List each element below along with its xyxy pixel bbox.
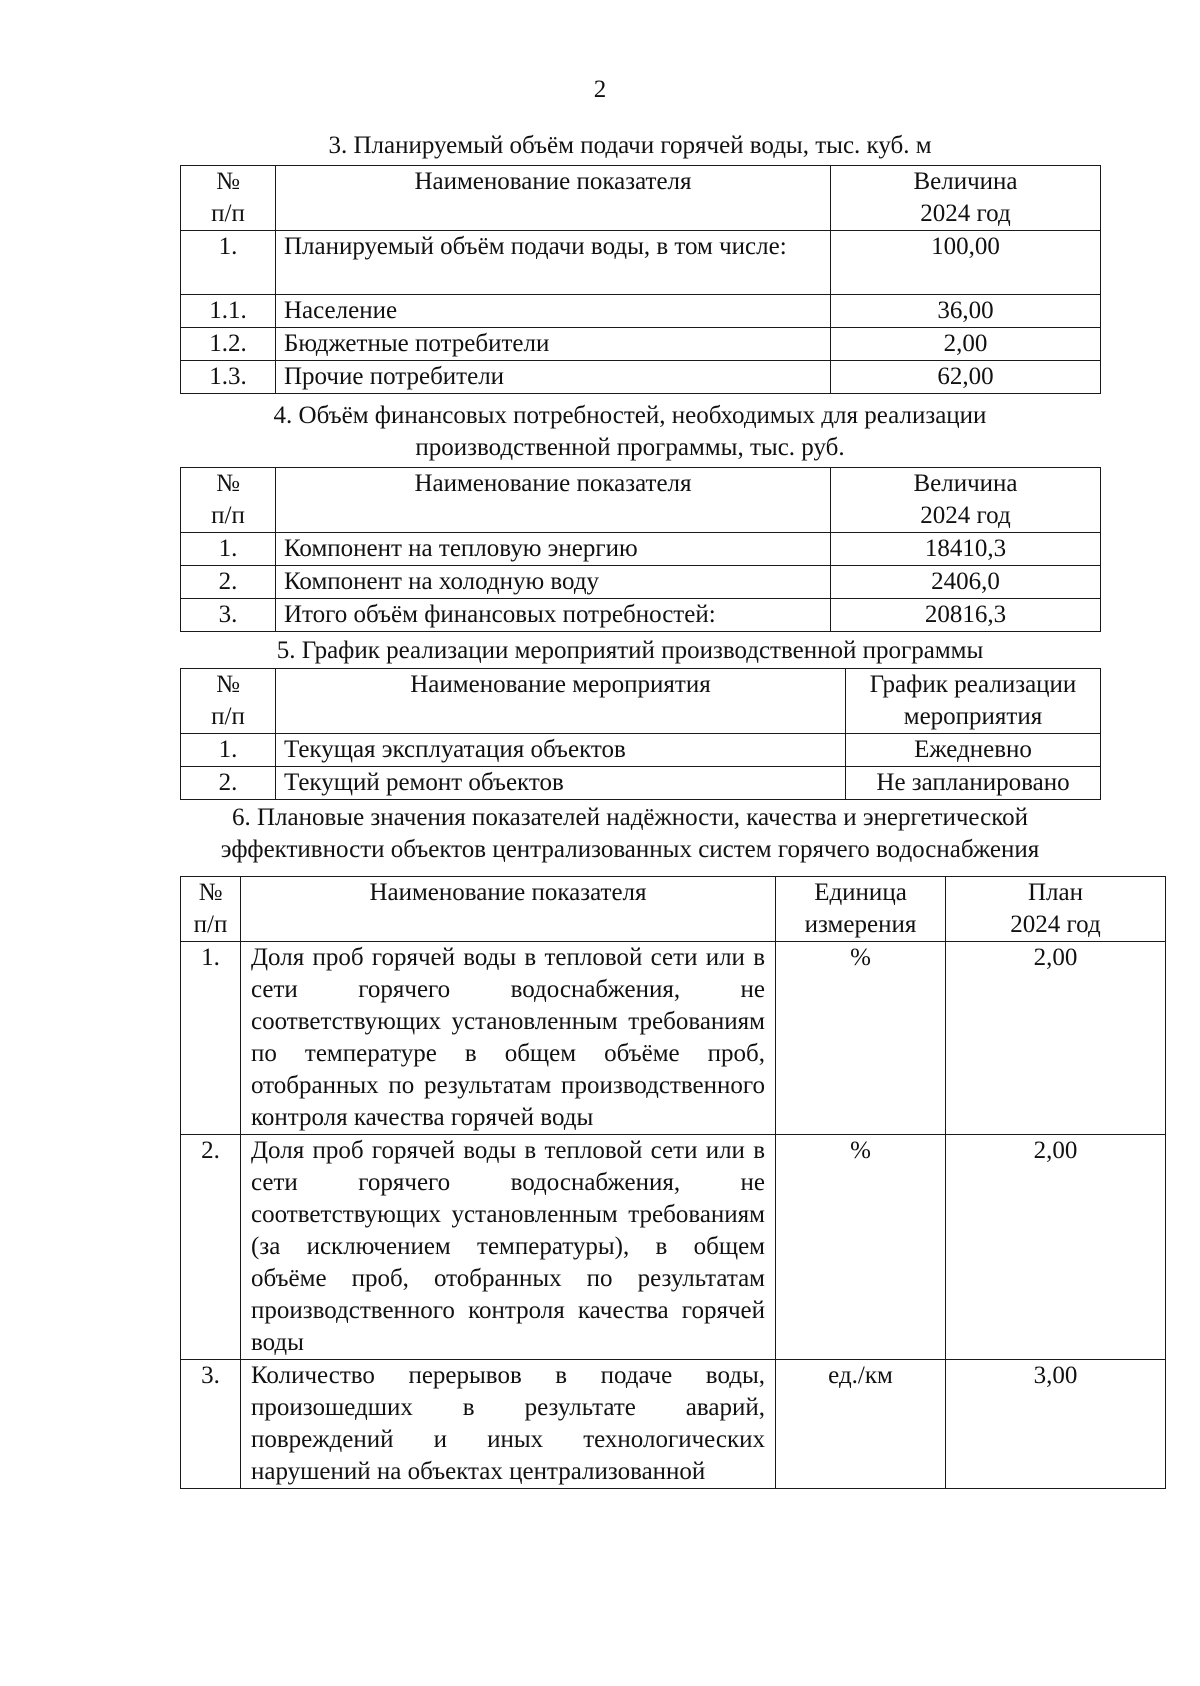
table-row xyxy=(181,599,1101,632)
row-value: 2406,0 xyxy=(831,566,1101,599)
row-num: 2. xyxy=(181,566,276,599)
page-number: 2 xyxy=(593,76,607,103)
row-value: 18410,3 xyxy=(831,533,1101,566)
row-value: Ежедневно xyxy=(846,734,1101,767)
row-num: 1.3. xyxy=(181,361,276,394)
row-num: 1. xyxy=(181,533,276,566)
row-unit: % xyxy=(776,1135,946,1360)
section-5-table xyxy=(180,668,1101,800)
row-value: 100,00 xyxy=(831,231,1101,295)
header-num: № п/п xyxy=(181,877,241,942)
table-row xyxy=(181,566,1101,599)
table-row xyxy=(181,1360,1166,1489)
header-name: Наименование мероприятия xyxy=(276,669,846,734)
table-row xyxy=(181,734,1101,767)
row-value: 62,00 xyxy=(831,361,1101,394)
table-row xyxy=(181,328,1101,361)
row-unit: % xyxy=(776,942,946,1135)
section-6-title: 6. Плановые значения показателей надёжности, качества и энергетической эффективности объектов централизованных систем горячего водоснабжения xyxy=(220,804,1040,863)
table-header-row xyxy=(181,468,1101,533)
header-num: № п/п xyxy=(181,166,276,231)
row-num: 3. xyxy=(181,1360,241,1489)
row-num: 1. xyxy=(181,231,276,295)
section-4-table xyxy=(180,467,1101,632)
row-name: Текущий ремонт объектов xyxy=(276,767,846,800)
header-num: № п/п xyxy=(181,669,276,734)
row-num: 1. xyxy=(181,734,276,767)
section-6-table xyxy=(180,876,1166,1489)
row-num: 2. xyxy=(181,767,276,800)
table-header-row xyxy=(181,877,1166,942)
table-header-row xyxy=(181,669,1101,734)
table-row xyxy=(181,1135,1166,1360)
row-num: 1. xyxy=(181,942,241,1135)
header-name: Наименование показателя xyxy=(276,468,831,533)
row-name: Доля проб горячей воды в тепловой сети или в сети горячего водоснабжения, не соответствующих установленным требованиям по температуре в общем объёме проб, отобранных по результатам производственного контроля качества горячей воды xyxy=(241,942,776,1135)
header-value: Величина 2024 год xyxy=(831,166,1101,231)
header-num: № п/п xyxy=(181,468,276,533)
row-value: 36,00 xyxy=(831,295,1101,328)
header-value: Величина 2024 год xyxy=(831,468,1101,533)
table-row xyxy=(181,942,1166,1135)
table-row xyxy=(181,533,1101,566)
row-name: Текущая эксплуатация объектов xyxy=(276,734,846,767)
section-5-title: 5. График реализации мероприятий производственной программы xyxy=(276,637,984,664)
row-plan: 3,00 xyxy=(946,1360,1166,1489)
row-num: 1.2. xyxy=(181,328,276,361)
row-name: Планируемый объём подачи воды, в том числе: xyxy=(276,231,831,295)
table-row xyxy=(181,361,1101,394)
row-num: 2. xyxy=(181,1135,241,1360)
row-name: Компонент на тепловую энергию xyxy=(276,533,831,566)
header-name: Наименование показателя xyxy=(276,166,831,231)
row-name: Компонент на холодную воду xyxy=(276,566,831,599)
row-plan: 2,00 xyxy=(946,1135,1166,1360)
header-name: Наименование показателя xyxy=(241,877,776,942)
row-name: Количество перерывов в подаче воды, произошедших в результате аварий, повреждений и иных технологических нарушений на объектах централизованной xyxy=(241,1360,776,1489)
row-value: 2,00 xyxy=(831,328,1101,361)
row-plan: 2,00 xyxy=(946,942,1166,1135)
row-name: Прочие потребители xyxy=(276,361,831,394)
table-row xyxy=(181,231,1101,295)
table-row xyxy=(181,295,1101,328)
row-unit: ед./км xyxy=(776,1360,946,1489)
section-3-table xyxy=(180,165,1101,394)
table-header-row xyxy=(181,166,1101,231)
row-num: 3. xyxy=(181,599,276,632)
row-name: Итого объём финансовых потребностей: xyxy=(276,599,831,632)
header-unit: Единица измерения xyxy=(776,877,946,942)
row-name: Население xyxy=(276,295,831,328)
table-row xyxy=(181,767,1101,800)
section-3-title: 3. Планируемый объём подачи горячей воды, тыс. куб. м xyxy=(328,132,932,159)
row-value: 20816,3 xyxy=(831,599,1101,632)
row-name: Доля проб горячей воды в тепловой сети или в сети горячего водоснабжения, не соответствующих установленным требованиям (за исключением температуры), в общем объёме проб, отобранных по результатам производственного контроля качества горячей воды xyxy=(241,1135,776,1360)
header-value: График реализации мероприятия xyxy=(846,669,1101,734)
row-num: 1.1. xyxy=(181,295,276,328)
row-name: Бюджетные потребители xyxy=(276,328,831,361)
section-4-title: 4. Объём финансовых потребностей, необходимых для реализации производственной программы, тыс. руб. xyxy=(273,402,987,461)
header-plan: План 2024 год xyxy=(946,877,1166,942)
row-value: Не запланировано xyxy=(846,767,1101,800)
